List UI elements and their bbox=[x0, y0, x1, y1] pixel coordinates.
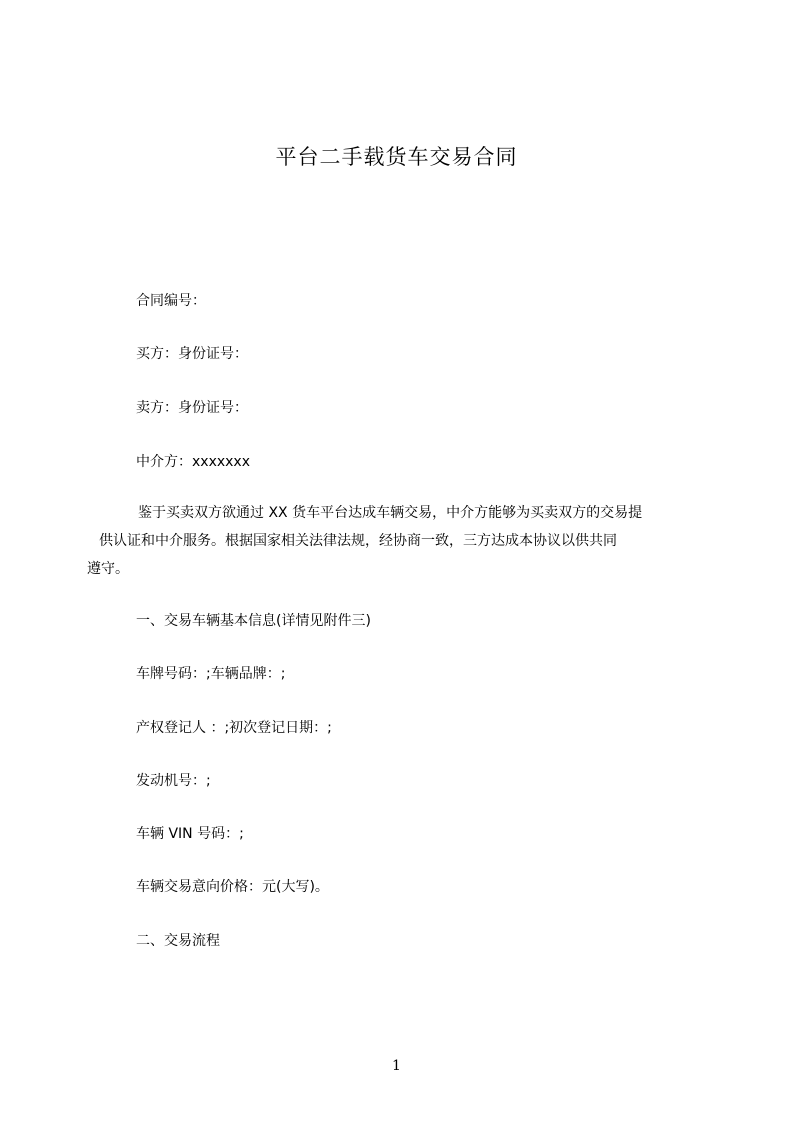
seller-field: 卖方：身份证号： bbox=[136, 400, 248, 416]
price-field: 车辆交易意向价格：元(大写)。 bbox=[136, 879, 329, 895]
intro-line-3: 遵守。 bbox=[87, 561, 129, 577]
section-2-heading: 二、交易流程 bbox=[136, 933, 220, 949]
section-1-heading: 一、交易车辆基本信息(详情见附件三) bbox=[136, 613, 371, 629]
contract-number-field: 合同编号： bbox=[136, 293, 206, 309]
buyer-field: 买方：身份证号： bbox=[136, 346, 248, 362]
document-title: 平台二手载货车交易合同 bbox=[275, 145, 518, 169]
intro-line-2: 供认证和中介服务。根据国家相关法律法规，经协商一致，三方达成本协议以供共同 bbox=[99, 533, 617, 549]
engine-number-field: 发动机号：; bbox=[136, 773, 211, 789]
page-number: 1 bbox=[392, 1058, 401, 1074]
intermediary-field: 中介方：xxxxxxx bbox=[136, 454, 250, 470]
owner-date-field: 产权登记人 ：;初次登记日期：; bbox=[136, 720, 332, 736]
intro-paragraph bbox=[87, 499, 709, 583]
plate-brand-field: 车牌号码：;车辆品牌：; bbox=[136, 666, 286, 682]
intro-line-1: 鉴于买卖双方欲通过 XX 货车平台达成车辆交易，中介方能够为买卖双方的交易提 bbox=[138, 505, 643, 521]
vin-field: 车辆 VIN 号码：; bbox=[136, 826, 244, 842]
